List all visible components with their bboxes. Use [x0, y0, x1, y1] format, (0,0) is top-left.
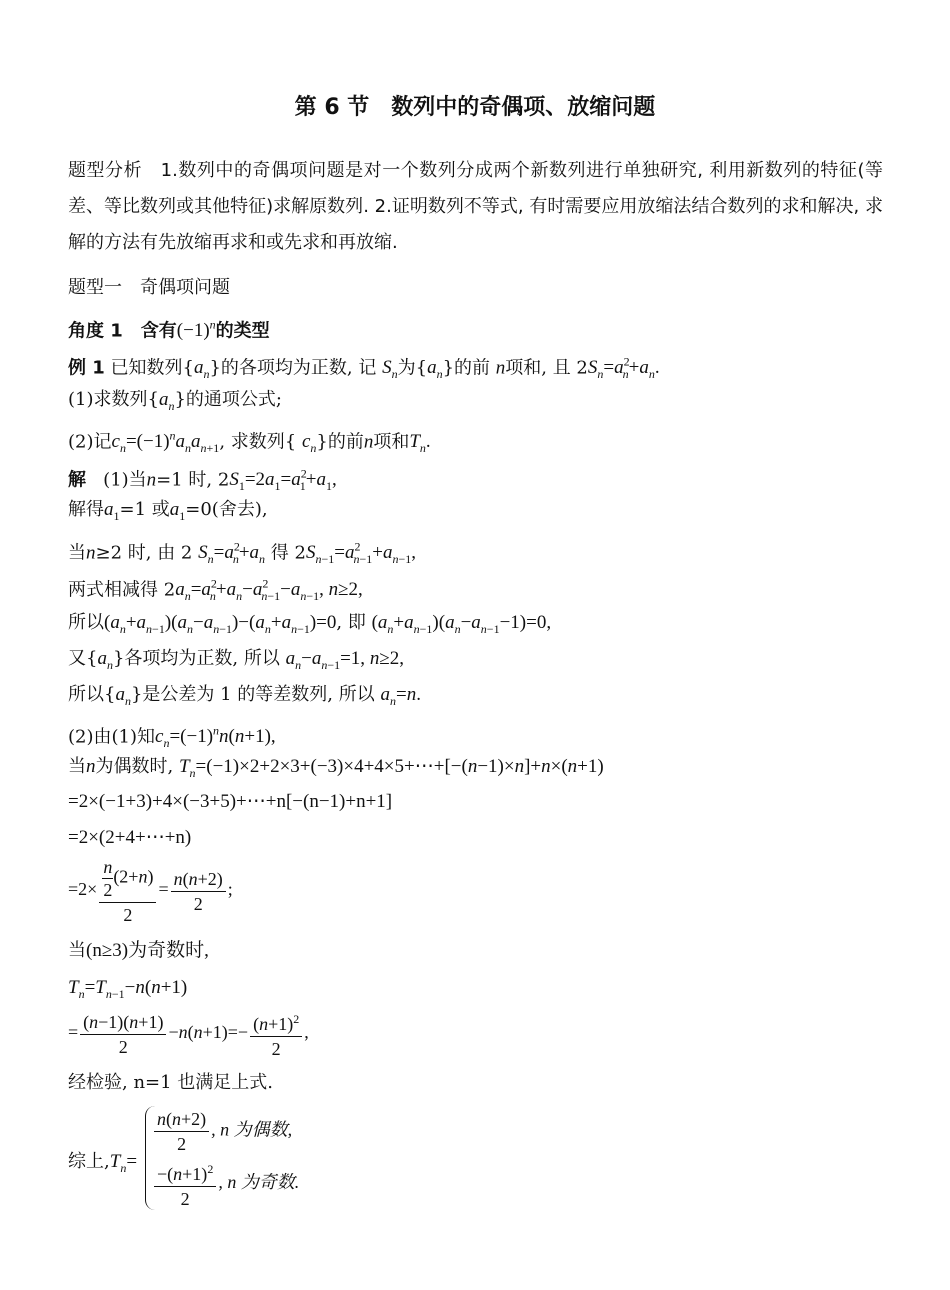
piecewise-case-odd: $\frac{-(n+1)^2}{2}$ , n 为奇数.	[152, 1158, 299, 1210]
piecewise-case-even: $\frac{n(n+2)}{2}$ , n 为偶数,	[152, 1108, 292, 1155]
solution-line-13: 当(n≥3)为奇数时,	[68, 940, 209, 961]
solution-line-7: 所以$\{a_n\}$是公差为 1 的等差数列, 所以 $a_n=n$.	[68, 684, 421, 708]
solution-line-11: =2×(2+4+⋯+n)	[68, 827, 192, 848]
solution-line-5: 所以$(a_n+a_{n-1})(a_n-a_{n-1})-(a_n+a_{n-1})=0$, 即 $(a_n+a_{n-1})(a_n-a_{n-1}-1)=0$,	[68, 612, 552, 636]
solution-line-2: 解得$a_1=1$ 或$a_1=0$(舍去),	[68, 499, 268, 523]
solution-line-1: 解 (1)当n=1 时, $2S_1=2a_1=a^2_1+a_1$,	[68, 467, 337, 494]
intro-paragraph: 题型分析 1.数列中的奇偶项问题是对一个数列分成两个新数列进行单独研究, 利用新数列的特征(等差、等比数列或其他特征)求解原数列. 2.证明数列不等式, 有时需要应用放缩法结合数列的求和解决, 求解的方法有先放缩再求和或先求和再放缩.	[68, 160, 883, 253]
question-2: (2)记$c_n=(-1)^na_na_{n+1}$, 求数列{ $c_n$}的前n项和$T_n$.	[68, 429, 431, 456]
solution-summary-label: 综上$,T_n=$	[68, 1151, 138, 1175]
page-title: 第 6 节 数列中的奇偶项、放缩问题	[294, 95, 656, 120]
solution-line-14: $T_n=T_{n-1}-n(n+1)$	[68, 977, 188, 1001]
solution-line-3: 当n≥2 时, 由 2 $S_n=a^2_n+a_n$ 得 $2S_{n-1}=a^2_{n-1}+a_{n-1}$,	[68, 540, 416, 567]
solution-line-10: =2×(−1+3)+4×(−3+5)+⋯+n[−(n−1)+n+1]	[68, 791, 393, 812]
solution-line-6: 又$\{a_n\}$各项均为正数, 所以 $a_n-a_{n-1}=1$, n≥2,	[68, 648, 404, 672]
solution-line-16: 经检验, n=1 也满足上式.	[68, 1072, 274, 1093]
angle-heading: 角度 1 含有$(-1)^n$的类型	[68, 318, 270, 342]
solution-line-8: (2)由(1)知$c_n=(-1)^nn(n+1)$,	[68, 724, 276, 751]
solution-line-9: 当n为偶数时, $T_n=(-1)\times 2+2\times 3+(-3)\times 4+4\times 5+\cdots+[-(n-1)\times n]+n\times(n+1)$	[68, 756, 604, 780]
solution-formula-odd: = $\frac{(n-1)(n+1)}{2}$ −n(n+1)=− $\frac{(n+1)^2}{2}$ ,	[68, 1008, 309, 1060]
example-1: 例 1 已知数列$\{a_n\}$的各项均为正数, 记 $S_n$为$\{a_n\}$的前 n项和, 且 $2S_n=a^2_n+a_n$.	[68, 355, 660, 382]
section-heading: 题型一 奇偶项问题	[68, 277, 230, 298]
solution-formula-even: =2× $\frac{n}{2}$ (2+n) 2 = $\frac{n(n+2)}{2}$ ;	[68, 857, 233, 925]
solution-line-4: 两式相减得 $2a_n=a^2_n+a_n-a^2_{n-1}-a_{n-1}$, n≥2,	[68, 577, 363, 604]
question-1: (1)求数列$\{a_n\}$的通项公式;	[68, 389, 282, 413]
